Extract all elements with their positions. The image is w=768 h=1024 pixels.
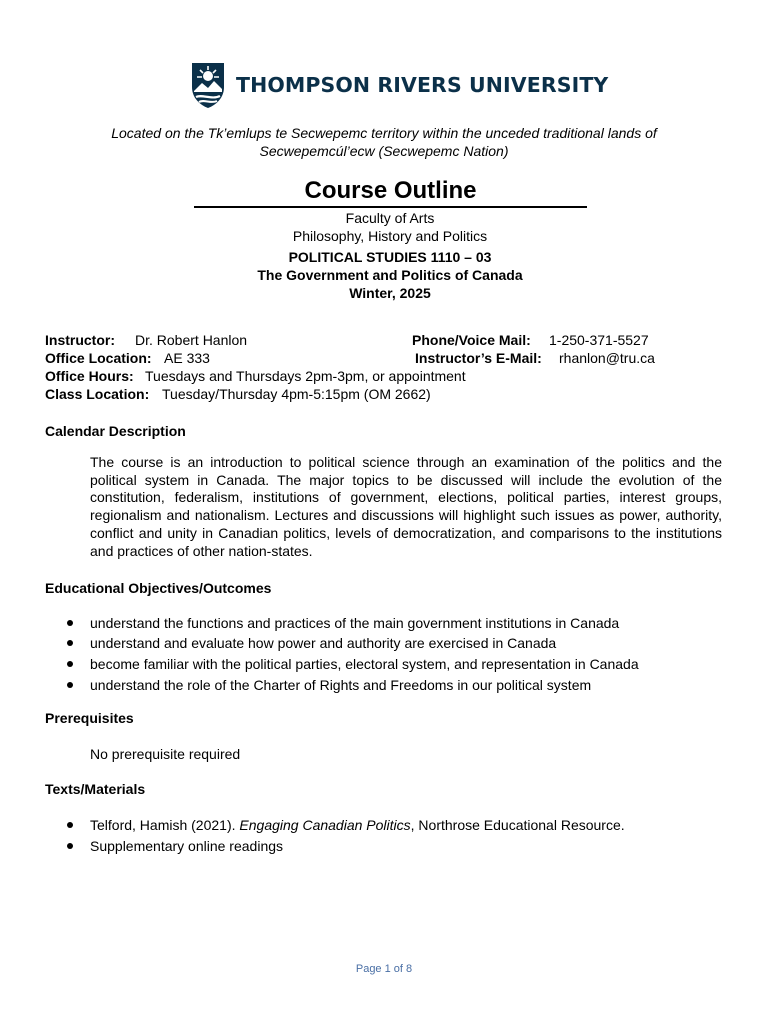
tru-emblem-icon (190, 61, 226, 109)
bullet-icon (67, 843, 73, 849)
land-acknowledgement-line-1: Located on the Tk’emlups te Secwepemc territory within the unceded traditional lands of (111, 125, 657, 141)
bullet-icon (67, 640, 73, 646)
page-number: Page 1 of 8 (355, 963, 413, 975)
text-item-publisher: , Northrose Educational Resource. (410, 817, 625, 833)
office-label: Office Location: (45, 350, 152, 366)
text-item: Supplementary online readings (90, 838, 284, 854)
faculty: Faculty of Arts (345, 210, 435, 226)
text-item (90, 816, 625, 834)
term: Winter, 2025 (349, 285, 431, 301)
instructor-label: Instructor: (45, 332, 115, 348)
calendar-description-text: The course is an introduction to political science through an examination of the politics and the political system in Canada. The major topics to be discussed will include the evolution of the constitution, federalism, institutions of government, elections, political parties, interest groups, regionalism and nationalism. Lectures and discussions will highlight such issues as power, authority, conflict and unity in Canadian politics, levels of democratization, and comparisons to the institutions and practices of other nation-states. (90, 454, 722, 559)
university-logo (190, 60, 608, 110)
bullet-icon (67, 620, 73, 626)
email-link[interactable]: rhanlon@tru.ca (559, 350, 655, 366)
office-hours-value: Tuesdays and Thursdays 2pm-3pm, or appointment (145, 368, 466, 384)
prerequisites-heading: Prerequisites (45, 710, 134, 726)
office-hours-label: Office Hours: (45, 368, 134, 384)
objective-item: understand and evaluate how power and authority are exercised in Canada (90, 635, 557, 651)
text-item-title: Engaging Canadian Politics (239, 817, 411, 833)
instructor-value: Dr. Robert Hanlon (135, 332, 248, 348)
office-value: AE 333 (164, 350, 210, 366)
bullet-icon (67, 682, 73, 688)
class-location-label: Class Location: (45, 386, 150, 402)
university-name: THOMPSON RIVERS UNIVERSITY (236, 73, 609, 97)
course-code: POLITICAL STUDIES 1110 – 03 (288, 249, 492, 265)
objective-item: become familiar with the political parties, electoral system, and representation in Canada (90, 656, 639, 672)
land-acknowledgement (60, 125, 708, 160)
phone-value: 1-250-371-5527 (549, 332, 649, 348)
objectives-heading: Educational Objectives/Outcomes (45, 580, 272, 596)
bullet-icon (67, 822, 73, 828)
prerequisites-text: No prerequisite required (90, 746, 241, 762)
class-location-value: Tuesday/Thursday 4pm-5:15pm (OM 2662) (162, 386, 431, 402)
objective-item: understand the functions and practices of the main government institutions in Canada (90, 615, 620, 631)
phone-label: Phone/Voice Mail: (412, 332, 531, 348)
calendar-description-heading: Calendar Description (45, 423, 186, 439)
department: Philosophy, History and Politics (292, 228, 488, 244)
page-title: Course Outline (194, 176, 587, 208)
email-label: Instructor’s E-Mail: (415, 350, 542, 366)
texts-heading: Texts/Materials (45, 781, 146, 797)
text-item-author: Telford, Hamish (2021). (90, 817, 240, 833)
course-name: The Government and Politics of Canada (257, 267, 523, 283)
bullet-icon (67, 661, 73, 667)
objective-item: understand the role of the Charter of Rights and Freedoms in our political system (90, 677, 592, 693)
land-acknowledgement-line-2: Secwepemcúl’ecw (Secwepemc Nation) (259, 142, 509, 159)
